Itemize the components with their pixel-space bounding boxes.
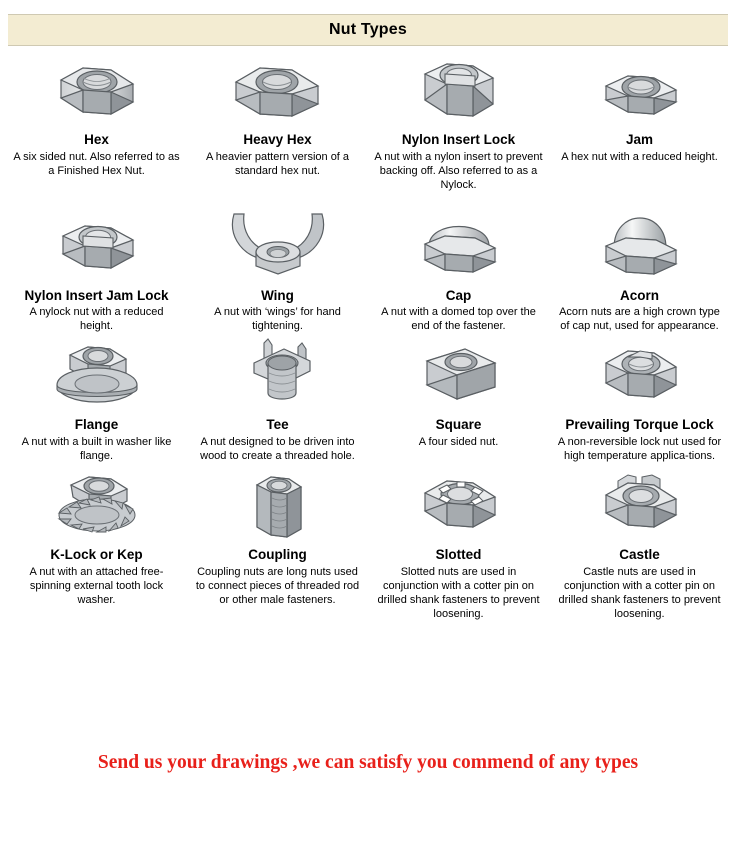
nut-card-hex [6,54,187,198]
nut-description: A heavier pattern version of a standard hex nut. [205,150,350,177]
nut-card-tee [187,339,368,469]
acorn-nut-icon [590,200,690,284]
castle-nut-icon [590,471,690,543]
nylon-insert-lock-nut-icon [411,56,507,128]
jam-nut-icon [592,56,688,128]
nut-card-prevailing-torque-lock [549,339,730,469]
hex-nut-icon [49,56,145,128]
nut-card-square [368,339,549,469]
nut-description: A non-reversible lock nut used for high temperature applica-tions. [557,435,722,463]
k-lock-kep-nut-icon [45,471,149,543]
poster-title-bar [8,14,728,46]
square-nut-icon [411,341,507,413]
nut-description: A hex nut with a reduced height. [561,150,718,163]
nut-description: A nut designed to be driven into wood to create a threaded hole. [200,435,355,463]
nut-grid [0,54,736,627]
nut-name: Flange [74,417,119,433]
nut-description: A nylock nut with a reduced height. [29,306,164,333]
nut-name: Coupling [248,547,307,563]
nut-name: Nylon Insert Lock [401,132,516,147]
nut-card-nylon-insert-jam-lock [6,198,187,340]
page-title: Nut Types [329,21,407,38]
nut-name: Cap [445,287,472,303]
nut-description: A nut with an attached free-spinning external tooth lock washer. [29,565,164,606]
prevailing-torque-lock-nut-icon [592,341,688,413]
nut-name: Nylon Insert Jam Lock [24,287,169,303]
nut-name: K-Lock or Kep [50,547,143,563]
footer-message: Send us your drawings ,we can satisfy you commend of any types [97,752,639,773]
heavy-hex-nut-icon [226,56,330,128]
nut-name: Hex [84,132,109,147]
nut-name: Square [435,417,482,433]
nut-card-slotted [368,469,549,627]
nut-description: A nut with a built in washer like flange. [21,435,172,463]
nut-card-flange [6,339,187,469]
nut-name: Jam [625,132,654,147]
coupling-nut-icon [235,471,321,543]
wing-nut-icon [218,200,338,284]
nylon-insert-jam-lock-nut-icon [49,200,145,284]
nut-description: Castle nuts are used in conjunction with a cotter pin on drilled shank fasteners to prevent loosening. [558,565,721,620]
nut-card-castle [549,469,730,627]
nut-name: Prevailing Torque Lock [565,417,714,433]
nut-description: A nut with a nylon insert to prevent backing off. Also referred to as a Nylock. [374,150,543,191]
nut-types-poster [0,14,736,868]
nut-description: Coupling nuts are long nuts used to connect pieces of threaded rod or other male fasteners. [195,565,360,606]
tee-nut-icon [228,341,328,413]
nut-description: A nut with a domed top over the end of the fastener. [381,306,536,333]
nut-name: Wing [261,287,294,303]
nut-card-wing [187,198,368,340]
nut-card-jam [549,54,730,198]
cap-nut-icon [409,200,509,284]
nut-card-coupling [187,469,368,627]
nut-name: Heavy Hex [243,132,312,147]
nut-description: Acorn nuts are a high crown type of cap nut, used for appearance. [559,306,720,333]
nut-description: Slotted nuts are used in conjunction with a cotter pin on drilled shank fasteners to prevent loosening. [377,565,540,620]
nut-name: Acorn [619,287,659,303]
nut-card-cap [368,198,549,340]
nut-card-nylon-insert-lock [368,54,549,198]
nut-card-acorn [549,198,730,340]
nut-description: A six sided nut. Also referred to as a Finished Hex Nut. [13,150,180,177]
flange-nut-icon [42,341,152,413]
nut-name: Tee [266,417,289,433]
nut-description: A four sided nut. [418,435,499,448]
nut-name: Slotted [435,547,482,563]
nut-name: Castle [619,547,660,563]
nut-description: A nut with ‘wings’ for hand tightening. [214,306,341,333]
nut-card-heavy-hex [187,54,368,198]
slotted-nut-icon [409,471,509,543]
nut-card-k-lock-kep [6,469,187,627]
